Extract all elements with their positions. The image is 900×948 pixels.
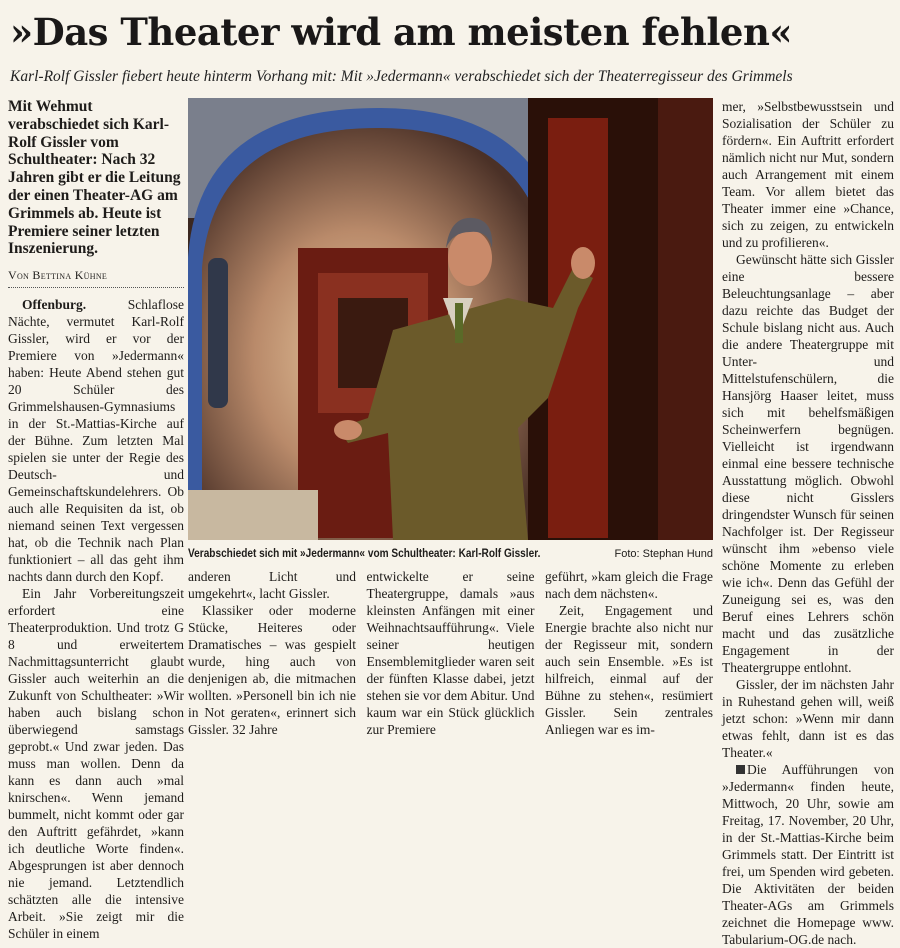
lower-columns <box>188 568 713 738</box>
paragraph: Klassiker oder moderne Stücke, Heiteres oder Dramatisches – was gespielt wurde, hing auch von denjenigen ab, die mitmachen wollten. »Personell bin ich nie in Not geraten«, erinnert sich Gissler. 32 Jahre <box>188 603 356 737</box>
caption-text: Verabschiedet sich mit »Jedermann« vom Schultheater: Karl-Rolf Gissler. <box>188 546 541 560</box>
column-5 <box>722 98 894 948</box>
paragraph: Ein Jahr Vorbereitungszeit erfordert eine Theaterproduktion. Und trotz G 8 und erweitertem Nachmittagsunterricht glaubt Gissler auch weiterhin an die Zukunft von Schultheater: »Wir haben auch bislang schon überwiegend samstags geprobt.« Und zwar jeden. Das muss man wollen. Denn da kann es dann auch »mal knirschen«. Wenn jemand bummelt, nicht kommt oder gar den Auftritt gefährdet, »kann ich deutliche Worte finden«. Abgesprungen ist aber dennoch nie jemand. Letztendlich schätzten alle die intensive Arbeit. »Sie zeigt mir die Schüler in einem <box>8 586 184 942</box>
photo-gissler-in-church <box>188 98 713 540</box>
column-2 <box>188 568 356 738</box>
column-3 <box>367 568 535 738</box>
column-4 <box>545 568 713 738</box>
article-photo <box>188 98 713 540</box>
paragraph: Gewünscht hätte sich Gissler eine bessere Beleuchtungsanlage – aber dazu reichte das Budget der Schule bislang nicht aus. Auch die andere Theatergruppe mit Unter- und Mittelstufenschülern, die Hansjörg Haaser leitet, muss sich mit behelfsmäßigen Scheinwerfern begnügen. Vielleicht ist irgendwann einmal eine bessere technische Ausstattung möglich. Obwohl diese nicht Gisslers dringendster Wunsch für seinen Nachfolger ist. Der Regisseur wünscht ihm »ebenso viele schöne Momente zu erleben wie ich«. Denn das Gefühl der Zuneigung sei es, was den Beruf eines Lehrers schön macht und das zusätzliche Engagement in der Theatergruppe entlohnt. <box>722 252 894 675</box>
paragraph: Zeit, Engagement und Energie brachte also nicht nur der Regisseur mit, sondern auch sein Ensemble. »Es ist hilfreich, einmal auf der Bühne zu stehen«, resümiert Gissler. Sein zentrales Anliegen war es im- <box>545 603 713 737</box>
middle-section <box>188 98 713 738</box>
paragraph: Gissler, der im nächsten Jahr in Ruhestand gehen will, weiß jetzt schon: »Wenn mir dann etwas fehlt, dann ist es das Theater.« <box>722 677 894 760</box>
subheadline: Karl-Rolf Gissler fiebert heute hinterm Vorhang mit: Mit »Jedermann« verabschiedet sich der Theaterregisseur des Grimmels <box>10 68 793 85</box>
article-lead: Mit Wehmut verabschiedet sich Karl-Rolf Gissler vom Schultheater: Nach 32 Jahren gibt er die Leitung der einen Theater-AG am Grimmels ab. Heute ist Premiere seiner letzten Inszenierung. <box>8 98 181 258</box>
byline: Von Bettina Kühne <box>8 268 184 288</box>
paragraph: mer, »Selbstbewusstsein und Sozialisation der Schüler zu fördern«. Ein Auftritt erfordert nämlich nicht nur Mut, sondern auch Arrangement mit einem Team. Vor allem bietet das Theater immer eine »Chance, sich zu zeigen, zu entwickeln und zu profilieren«. <box>722 99 894 250</box>
photo-caption <box>188 545 713 562</box>
paragraph: geführt, »kam gleich die Frage nach dem nächsten«. <box>545 569 713 601</box>
paragraph: entwickelte er seine Theatergruppe, damals »aus kleinsten Anfängen mit einer Weihnachtsaufführung«. Viele seiner heutigen Ensemblemitglieder waren seit der fünften Klasse dabei, jetzt stehen sie vor dem Abitur. Und kaum war ein Stück glücklich zur Premiere <box>366 569 535 737</box>
dateline: Offenburg. <box>22 297 87 313</box>
square-bullet-icon <box>736 765 745 774</box>
paragraph: Schlaflose Nächte, vermutet Karl-Rolf Gissler, wird er vor der Premiere von »Jedermann« haben: Heute Abend stehen gut 20 Schüler des Grimmelshausen-Gymnasiums in der St.-Mattias-Kirche auf der Bühne. Zum letzten Mal spielen sie unter der Regie des Deutsch- und Gemeinschaftskundelehrers. Ob auch alle Requisiten da ist, ob niemand seinen Text vergessen hat, ob die Technik nach Plan funktioniert – all das geht ihm nachts dann durch den Kopf. <box>8 297 184 585</box>
left-column <box>8 98 184 942</box>
photo-credit: Foto: Stephan Hund <box>614 548 713 560</box>
column-1 <box>8 296 184 942</box>
paragraph: anderen Licht und umgekehrt«, lacht Gissler. <box>188 569 356 601</box>
headline: »Das Theater wird am meisten fehlen« <box>10 10 792 54</box>
event-info: Die Aufführungen von »Jedermann« finden heute, Mittwoch, 20 Uhr, sowie am Freitag, 17. November, 20 Uhr, in der St.-Mattias-Kirche beim Grimmels statt. Der Eintritt ist frei, um Spenden wird gebeten. Die Aktivitäten der beiden Theater-AGs am Grimmels zeichnet die Homepage www. Tabularium-OG.de nach. <box>722 762 894 947</box>
